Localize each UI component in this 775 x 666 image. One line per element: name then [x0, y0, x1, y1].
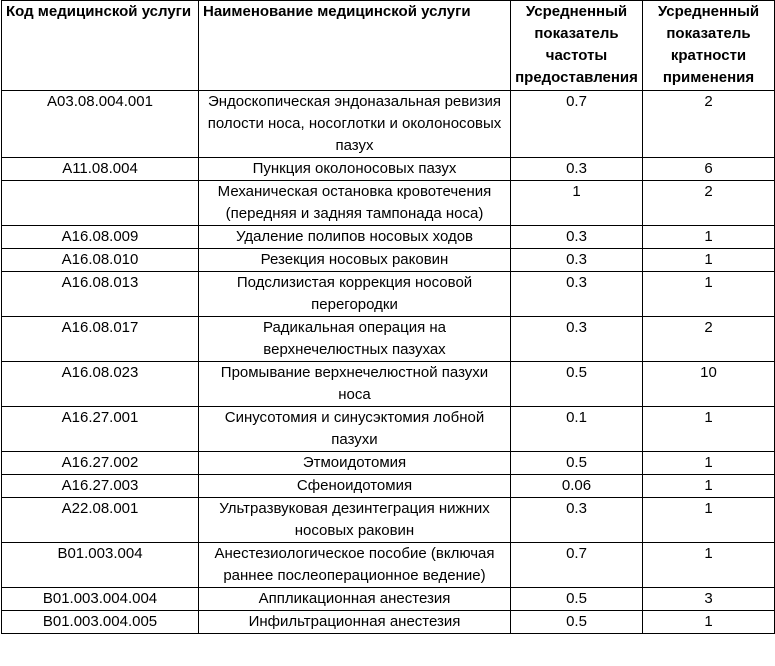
- table-row: [2, 407, 775, 452]
- cell-multiplicity: 2: [643, 91, 775, 158]
- cell-name: Промывание верхнечелюстной пазухи носа: [199, 362, 511, 407]
- cell-multiplicity: 2: [643, 317, 775, 362]
- cell-frequency: 0.06: [511, 475, 643, 498]
- cell-frequency: 0.5: [511, 452, 643, 475]
- cell-frequency: 0.5: [511, 611, 643, 634]
- cell-code: A16.08.010: [2, 249, 199, 272]
- table-row: [2, 181, 775, 226]
- cell-name: Пункция околоносовых пазух: [199, 158, 511, 181]
- cell-code: A03.08.004.001: [2, 91, 199, 158]
- table-row: [2, 362, 775, 407]
- cell-frequency: 0.5: [511, 362, 643, 407]
- cell-code: B01.003.004: [2, 543, 199, 588]
- cell-frequency: 0.5: [511, 588, 643, 611]
- cell-multiplicity: 2: [643, 181, 775, 226]
- header-code: Код медицинской услуги: [2, 1, 199, 91]
- cell-name: Подслизистая коррекция носовой перегородки: [199, 272, 511, 317]
- table-row: [2, 611, 775, 634]
- cell-name: Механическая остановка кровотечения (передняя и задняя тампонада носа): [199, 181, 511, 226]
- cell-code: A16.27.003: [2, 475, 199, 498]
- services-table: [1, 0, 775, 634]
- cell-multiplicity: 1: [643, 407, 775, 452]
- cell-name: Этмоидотомия: [199, 452, 511, 475]
- cell-name: Ультразвуковая дезинтеграция нижних носовых раковин: [199, 498, 511, 543]
- cell-multiplicity: 1: [643, 452, 775, 475]
- cell-code: B01.003.004.004: [2, 588, 199, 611]
- table-row: [2, 158, 775, 181]
- cell-code: A11.08.004: [2, 158, 199, 181]
- cell-name: Синусотомия и синусэктомия лобной пазухи: [199, 407, 511, 452]
- table-row: [2, 452, 775, 475]
- table-row: [2, 588, 775, 611]
- cell-multiplicity: 1: [643, 543, 775, 588]
- cell-code: B01.003.004.005: [2, 611, 199, 634]
- cell-multiplicity: 1: [643, 475, 775, 498]
- table-row: [2, 91, 775, 158]
- table-row: [2, 317, 775, 362]
- cell-name: Анестезиологическое пособие (включая раннее послеоперационное ведение): [199, 543, 511, 588]
- table-header: [2, 1, 775, 91]
- cell-multiplicity: 6: [643, 158, 775, 181]
- cell-code: A16.27.002: [2, 452, 199, 475]
- cell-frequency: 0.3: [511, 158, 643, 181]
- cell-code: A16.08.017: [2, 317, 199, 362]
- cell-frequency: 0.3: [511, 272, 643, 317]
- cell-frequency: 0.3: [511, 317, 643, 362]
- cell-multiplicity: 10: [643, 362, 775, 407]
- cell-code: A16.08.023: [2, 362, 199, 407]
- cell-frequency: 0.7: [511, 91, 643, 158]
- cell-frequency: 0.3: [511, 498, 643, 543]
- table-row: [2, 249, 775, 272]
- cell-code: A16.08.013: [2, 272, 199, 317]
- table-row: [2, 226, 775, 249]
- cell-frequency: 0.7: [511, 543, 643, 588]
- header-frequency: Усредненный показатель частоты предоставления: [511, 1, 643, 91]
- cell-multiplicity: 1: [643, 498, 775, 543]
- table-row: [2, 272, 775, 317]
- header-multiplicity: Усредненный показатель кратности применения: [643, 1, 775, 91]
- cell-multiplicity: 1: [643, 272, 775, 317]
- cell-frequency: 0.1: [511, 407, 643, 452]
- cell-name: Резекция носовых раковин: [199, 249, 511, 272]
- cell-multiplicity: 1: [643, 226, 775, 249]
- cell-frequency: 0.3: [511, 249, 643, 272]
- cell-code: A16.27.001: [2, 407, 199, 452]
- header-row: [2, 1, 775, 91]
- cell-name: Инфильтрационная анестезия: [199, 611, 511, 634]
- table-row: [2, 498, 775, 543]
- table-row: [2, 543, 775, 588]
- cell-multiplicity: 3: [643, 588, 775, 611]
- table-row: [2, 475, 775, 498]
- cell-code: A22.08.001: [2, 498, 199, 543]
- cell-code: [2, 181, 199, 226]
- cell-name: Удаление полипов носовых ходов: [199, 226, 511, 249]
- cell-code: A16.08.009: [2, 226, 199, 249]
- cell-name: Радикальная операция на верхнечелюстных пазухах: [199, 317, 511, 362]
- table-body: [2, 91, 775, 634]
- cell-multiplicity: 1: [643, 611, 775, 634]
- cell-name: Сфеноидотомия: [199, 475, 511, 498]
- cell-name: Эндоскопическая эндоназальная ревизия полости носа, носоглотки и околоносовых пазух: [199, 91, 511, 158]
- cell-multiplicity: 1: [643, 249, 775, 272]
- header-name: Наименование медицинской услуги: [199, 1, 511, 91]
- cell-frequency: 0.3: [511, 226, 643, 249]
- cell-frequency: 1: [511, 181, 643, 226]
- cell-name: Аппликационная анестезия: [199, 588, 511, 611]
